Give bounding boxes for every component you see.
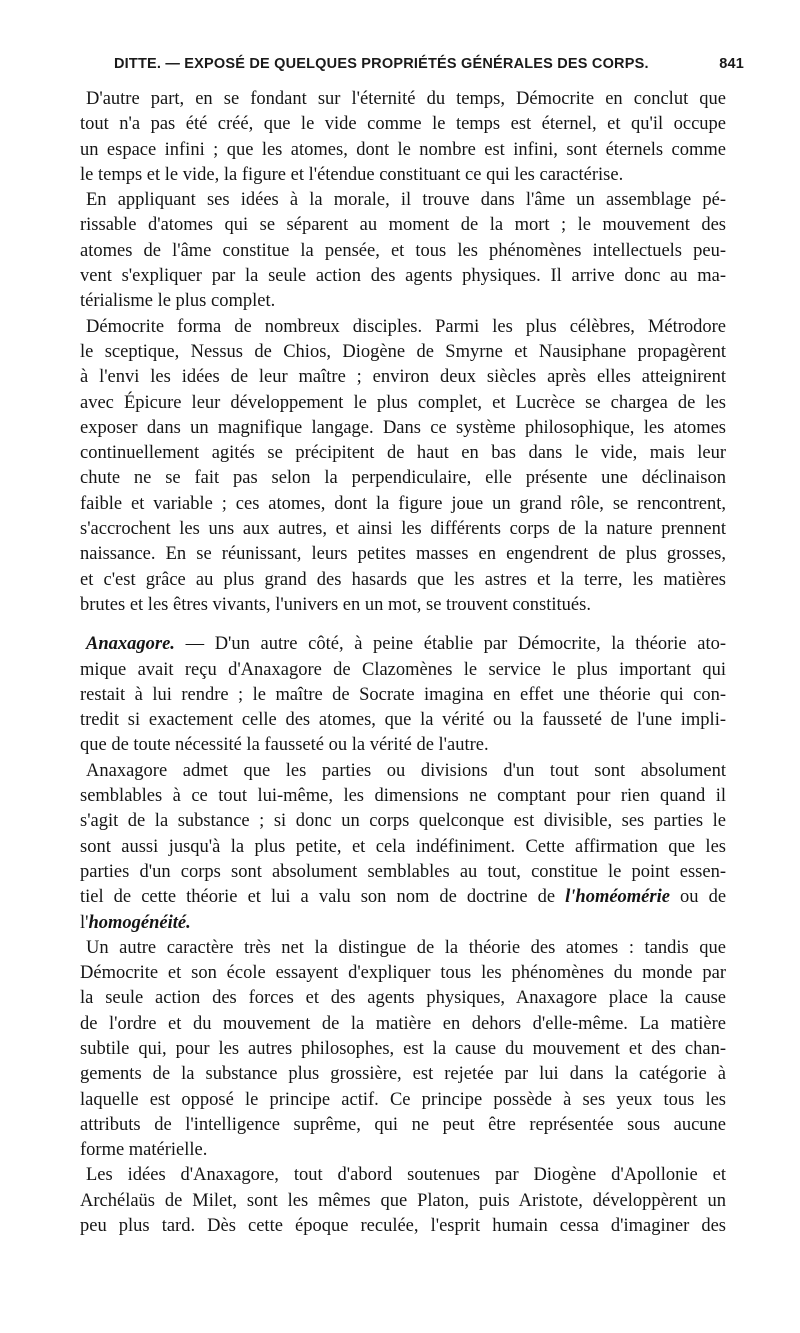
text-line: sont aussi jusqu'à la plus petite, et cela indéfiniment. Cette affirmation que les bbox=[80, 836, 726, 857]
text-line: à l'envi les idées de leur maître ; environ deux siècles après elles atteignirent bbox=[80, 367, 726, 388]
text-line: D'autre part, en se fondant sur l'éternité du temps, Démocrite en conclut que bbox=[86, 89, 726, 109]
text-span: — D'un autre côté, à peine établie par Démocrite, la théorie ato- bbox=[185, 634, 726, 655]
text-line bbox=[80, 632, 726, 657]
text-span: ou de bbox=[680, 887, 726, 908]
text-line: la seule action des forces et des agents physiques, Anaxagore place la cause bbox=[80, 988, 726, 1009]
text-line: atomes de l'âme constitue la pensée, et tous les phénomènes intellectuels peu- bbox=[80, 240, 726, 261]
text-line: exposer dans un magnifique langage. Dans ce système philosophique, les atomes bbox=[80, 417, 726, 438]
text-line: rissable d'atomes qui se séparent au moment de la mort ; le mouvement des bbox=[80, 215, 726, 236]
text-line: attributs de l'intelligence suprême, qui ne peut être représentée sous aucune bbox=[80, 1114, 726, 1135]
text-span: tiel de cette théorie et lui a valu son nom de doctrine de bbox=[80, 887, 556, 908]
text-line: Un autre caractère très net la distingue de la théorie des atomes : tandis que bbox=[86, 937, 726, 958]
text-line: et c'est grâce au plus grand des hasards que les astres et la terre, les matières bbox=[80, 569, 726, 590]
text-line: brutes et les êtres vivants, l'univers en un mot, se trouvent constitués. bbox=[80, 594, 591, 615]
text-line: de l'ordre et du mouvement de la matière en dehors d'elle-même. La matière bbox=[80, 1013, 726, 1034]
text-line: Archélaüs de Milet, sont les mêmes que Platon, puis Aristote, développèrent un bbox=[80, 1190, 726, 1211]
text-line: naissance. En se réunissant, leurs petites masses en engendrent de plus grosses, bbox=[80, 544, 726, 565]
text-line: que de toute nécessité la fausseté ou la vérité de l'autre. bbox=[80, 735, 489, 756]
text-line: le temps et le vide, la figure et l'étendue constituant ce qui les caractérise. bbox=[80, 164, 624, 185]
text-line: continuellement agités se précipitent de haut en bas dans le vide, mais leur bbox=[80, 443, 726, 464]
text-line: vent s'expliquer par la seule action des agents physiques. Il arrive donc au ma- bbox=[80, 266, 726, 287]
term-homogeneite: homogénéité. bbox=[88, 912, 191, 933]
text-line: chute ne se fait pas selon la perpendiculaire, elle présente une déclinaison bbox=[80, 468, 726, 489]
text-line: mique avait reçu d'Anaxagore de Clazomènes le service le plus important qui bbox=[80, 659, 726, 680]
text-line: Démocrite et son école essayent d'expliquer tous les phénomènes du monde par bbox=[80, 963, 726, 984]
text-line: tredit si exactement celle des atomes, que la vérité ou la fausseté de l'une impli- bbox=[80, 710, 726, 731]
text-line: le sceptique, Nessus de Chios, Diogène de Smyrne et Nausiphane propagèrent bbox=[80, 341, 726, 362]
text-line: s'agit de la substance ; si donc un corps quelconque est divisible, ses parties le bbox=[80, 811, 726, 832]
page-number: 841 bbox=[719, 56, 744, 72]
text-line: faible et variable ; ces atomes, dont la figure joue un grand rôle, se rencontrent, bbox=[80, 493, 726, 514]
text-line: semblables à ce tout lui-même, les dimensions ne comptant pour rien quand il bbox=[80, 786, 726, 807]
text-line: peu plus tard. Dès cette époque reculée, l'esprit humain cessa d'imaginer des bbox=[80, 1216, 726, 1237]
page-header bbox=[114, 56, 744, 82]
text-line: tout n'a pas été créé, que le vide comme le temps est éternel, et qu'il occupe bbox=[80, 114, 726, 135]
text-line: subtile qui, pour les autres philosophes, est la cause du mouvement et des chan- bbox=[80, 1038, 726, 1059]
section-heading: Anaxagore. bbox=[86, 634, 175, 655]
text-line: Démocrite forma de nombreux disciples. Parmi les plus célèbres, Métrodore bbox=[86, 316, 726, 337]
text-line: laquelle est opposé le principe actif. Ce principe possède à ses yeux tous les bbox=[80, 1089, 726, 1110]
term-homeomerie: l'homéomérie bbox=[565, 887, 670, 908]
text-line bbox=[80, 885, 726, 910]
text-line: gements de la substance plus grossière, est rejetée par lui dans la catégorie à bbox=[80, 1064, 726, 1085]
text-line: forme matérielle. bbox=[80, 1140, 208, 1161]
text-line: En appliquant ses idées à la morale, il trouve dans l'âme un assemblage pé- bbox=[86, 190, 726, 211]
text-line: restait à lui rendre ; le maître de Socrate imagina en effet une théorie qui con- bbox=[80, 684, 726, 705]
text-line bbox=[80, 911, 726, 936]
body-text bbox=[80, 87, 726, 1239]
text-line: Anaxagore admet que les parties ou divisions d'un tout sont absolument bbox=[86, 760, 726, 781]
text-line: un espace infini ; que les atomes, dont le nombre est infini, sont éternels comme bbox=[80, 139, 726, 160]
text-line: s'accrochent les uns aux autres, et ainsi les différents corps de la nature prennent bbox=[80, 519, 726, 540]
text-span: l' bbox=[80, 912, 89, 933]
section-gap bbox=[80, 618, 726, 632]
text-line: térialisme le plus complet. bbox=[80, 291, 276, 312]
text-line: Les idées d'Anaxagore, tout d'abord soutenues par Diogène d'Apollonie et bbox=[86, 1165, 726, 1186]
running-head: DITTE. — EXPOSÉ DE QUELQUES PROPRIÉTÉS GÉNÉRALES DES CORPS. bbox=[114, 56, 649, 72]
text-line: avec Épicure leur développement le plus complet, et Lucrèce se chargea de les bbox=[80, 392, 726, 413]
text-line: parties d'un corps sont absolument semblables au tout, constitue le point essen- bbox=[80, 861, 726, 882]
